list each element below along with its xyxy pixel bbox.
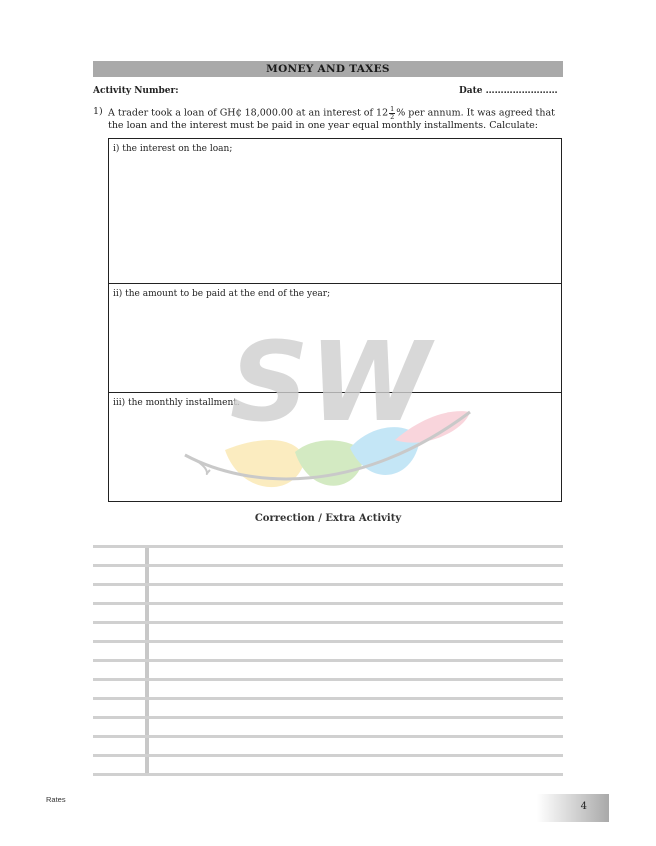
writing-line — [93, 545, 563, 548]
part-iii-label: iii) the monthly installment. — [113, 398, 240, 408]
date-label: Date …………………… — [459, 86, 558, 96]
question-text-start: A trader took a loan of GH₵ 18,000.00 at an interest of 12 — [108, 107, 389, 119]
correction-lined-area[interactable] — [93, 545, 563, 775]
part-i-label: i) the interest on the loan; — [113, 144, 233, 154]
writing-line — [93, 716, 563, 719]
watermark-logo-text: SW — [229, 320, 431, 446]
page-number: 4 — [580, 801, 587, 812]
writing-line — [93, 583, 563, 586]
answer-box-part-i[interactable] — [108, 138, 562, 284]
writing-line — [93, 754, 563, 757]
footer-topic: Rates — [46, 795, 66, 804]
writing-line — [93, 564, 563, 567]
activity-number-label: Activity Number: — [93, 86, 179, 96]
writing-line — [93, 602, 563, 605]
interest-fraction — [389, 106, 395, 120]
writing-line — [93, 697, 563, 700]
page-number-tab — [537, 794, 609, 822]
writing-line — [93, 640, 563, 643]
answer-box-part-ii[interactable] — [108, 283, 562, 393]
writing-line — [93, 735, 563, 738]
part-ii-label: ii) the amount to be paid at the end of the year; — [113, 289, 331, 299]
fraction-numerator: 1 — [390, 105, 395, 113]
writing-line — [93, 621, 563, 624]
fraction-denominator: 2 — [390, 112, 395, 121]
writing-line — [93, 678, 563, 681]
question-text-end: % per annum. It was agreed that the loan and the interest must be paid in one year equal monthly installments. Calculate: — [108, 107, 555, 131]
writing-line — [93, 659, 563, 662]
section-title: MONEY AND TAXES — [93, 61, 563, 77]
writing-line — [93, 773, 563, 776]
question-text — [108, 106, 564, 133]
question-number: 1) — [93, 106, 103, 117]
correction-heading: Correction / Extra Activity — [254, 513, 402, 524]
answer-box-part-iii[interactable] — [108, 392, 562, 502]
